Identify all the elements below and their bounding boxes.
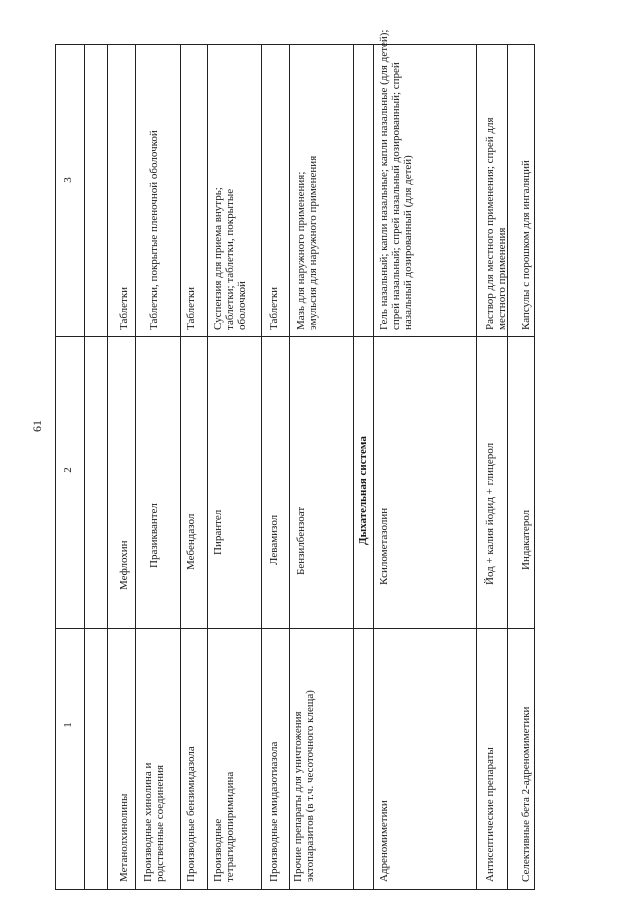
row-4-group: Производные тетрагидропиримидина bbox=[212, 771, 236, 882]
row-border-3 bbox=[180, 44, 181, 890]
row-1-form: Таблетки bbox=[118, 286, 130, 330]
column-divider-2-3 bbox=[55, 336, 535, 337]
row-border-2 bbox=[135, 44, 136, 890]
row-3-drug: Мебендазол bbox=[185, 513, 197, 570]
row-8-form: Раствор для местного применения; спрей для местного применения bbox=[484, 117, 508, 330]
row-8-drug: Йод + калия йодид + глицерол bbox=[484, 442, 496, 585]
table-border-top bbox=[55, 44, 535, 45]
column-divider-1-2 bbox=[55, 628, 535, 629]
row-9-form: Капсулы с порошком для ингаляций bbox=[520, 160, 532, 330]
row-3-form: Таблетки bbox=[185, 286, 197, 330]
row-1-drug: Мефлохин bbox=[118, 540, 130, 590]
row-2-form: Таблетки, покрытые пленочной оболочкой bbox=[148, 130, 160, 330]
row-8-group: Антисептические препараты bbox=[484, 747, 496, 882]
row-6-form: Мазь для наружного применения; эмульсия для наружного применения bbox=[295, 155, 319, 330]
header-col-2: 2 bbox=[62, 467, 74, 473]
row-4-drug: Пирантел bbox=[212, 509, 224, 555]
row-border-4 bbox=[207, 44, 208, 890]
section-title: Дыхательная система bbox=[357, 436, 369, 545]
row-2-group: Производные хинолина и родственные соединения bbox=[142, 762, 166, 882]
header-col-1: 1 bbox=[62, 722, 74, 728]
row-9-group: Селективные бета 2-адреномиметики bbox=[520, 706, 532, 882]
row-7-form: Гель назальный; капли назальные; капли назальные (для детей); спрей назальный; спрей назальный дозированный; спрей назальный дозированный (для детей) bbox=[378, 29, 414, 330]
row-border-6 bbox=[289, 44, 290, 890]
row-6-group: Прочие препараты для уничтожения эктопаразитов (в т.ч. чесоточного клеща) bbox=[292, 690, 316, 882]
row-7-drug: Ксилометазолин bbox=[378, 507, 390, 585]
row-border-1 bbox=[107, 44, 108, 890]
row-border-10 bbox=[534, 44, 535, 890]
row-border-7 bbox=[353, 44, 354, 890]
row-border-section bbox=[373, 44, 374, 890]
row-4-form: Суспензия для приема внутрь; таблетки; таблетки, покрытые оболочкой bbox=[212, 187, 248, 330]
row-5-drug: Левамизол bbox=[268, 514, 280, 565]
row-border-8 bbox=[476, 44, 477, 890]
row-border-header-left bbox=[55, 44, 56, 890]
row-5-form: Таблетки bbox=[268, 286, 280, 330]
row-border-header-right bbox=[84, 44, 85, 890]
row-1-group: Метанолхинолины bbox=[118, 793, 130, 882]
header-col-3: 3 bbox=[62, 177, 74, 183]
row-3-group: Производные бензимидазола bbox=[185, 746, 197, 882]
row-9-drug: Индакатерол bbox=[520, 509, 532, 570]
row-5-group: Производные имидазотиазола bbox=[268, 741, 280, 882]
row-border-5 bbox=[261, 44, 262, 890]
page-number: 61 bbox=[30, 420, 44, 432]
row-6-drug: Бензилбензоат bbox=[295, 506, 307, 575]
row-2-drug: Празиквантел bbox=[148, 503, 160, 568]
table-border-bottom bbox=[55, 889, 535, 890]
row-7-group: Адреномиметики bbox=[378, 800, 390, 882]
